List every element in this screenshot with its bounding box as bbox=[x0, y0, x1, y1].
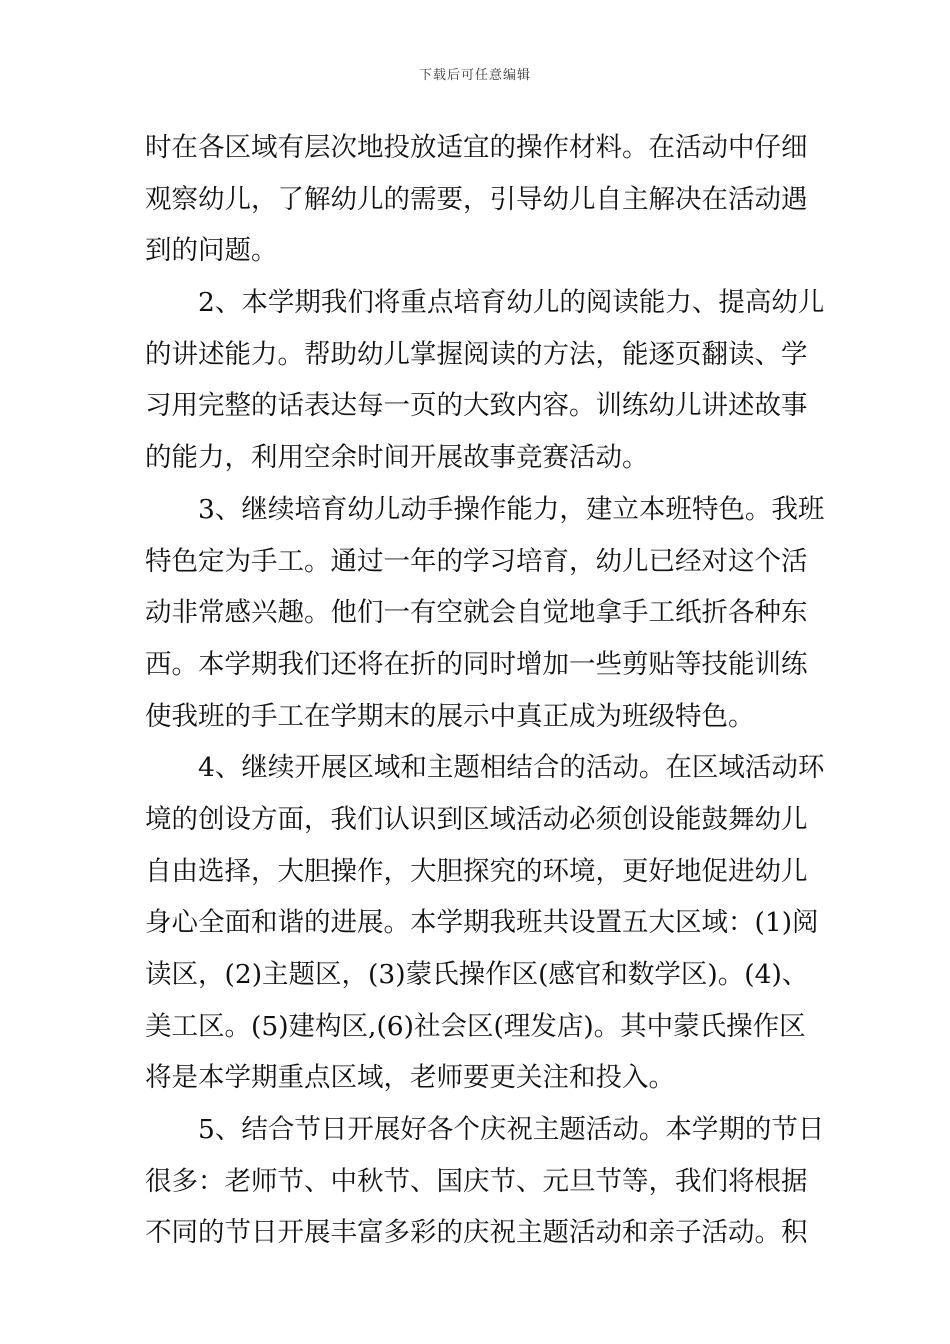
text-line: 西。本学期我们还将在折的同时增加一些剪贴等技能训练 bbox=[145, 648, 808, 680]
text-line: 特色定为手工。通过一年的学习培育，幼儿已经对这个活 bbox=[145, 545, 808, 577]
paragraph-start-line: 3、继续培育幼儿动手操作能力，建立本班特色。我班 bbox=[198, 493, 825, 525]
page-header: 下载后可任意编辑 bbox=[418, 68, 531, 83]
paragraph-start-line: 4、继续开展区域和主题相结合的活动。在区域活动环 bbox=[198, 752, 825, 784]
text-line: 自由选择，大胆操作，大胆探究的环境，更好地促进幼儿 bbox=[145, 855, 808, 887]
paragraph-start-line: 2、本学期我们将重点培育幼儿的阅读能力、提高幼儿 bbox=[198, 287, 825, 319]
text-line: 时在各区域有层次地投放适宜的操作材料。在活动中仔细 bbox=[145, 132, 808, 163]
text-line: 动非常感兴趣。他们一有空就会自觉地拿手工纸折各种东 bbox=[145, 597, 808, 629]
text-line: 习用完整的话表达每一页的大致内容。训练幼儿讲述故事 bbox=[145, 390, 808, 422]
text-line: 不同的节日开展丰富多彩的庆祝主题活动和亲子活动。积 bbox=[145, 1217, 808, 1249]
text-line: 很多：老师节、中秋节、国庆节、元旦节等，我们将根据 bbox=[145, 1165, 808, 1197]
document-body bbox=[145, 122, 825, 1259]
text-line: 美工区。(5)建构区,(6)社会区(理发店)。其中蒙氏操作区 bbox=[145, 1010, 806, 1042]
text-line: 的能力，利用空余时间开展故事竞赛活动。 bbox=[145, 442, 649, 474]
text-line: 到的问题。 bbox=[145, 235, 278, 267]
text-line: 身心全面和谐的进展。本学期我班共设置五大区域：(1)阅 bbox=[145, 907, 819, 939]
text-line: 读区，(2)主题区，(3)蒙氏操作区(感官和数学区)。(4)、 bbox=[145, 959, 809, 990]
text-line: 的讲述能力。帮助幼儿掌握阅读的方法，能逐页翻读、学 bbox=[145, 338, 808, 370]
text-line: 观察幼儿，了解幼儿的需要，引导幼儿自主解决在活动遇 bbox=[145, 183, 808, 215]
paragraph-start-line: 5、结合节日开展好各个庆祝主题活动。本学期的节日 bbox=[198, 1114, 825, 1146]
text-line: 使我班的手工在学期末的展示中真正成为班级特色。 bbox=[145, 700, 755, 732]
text-line: 境的创设方面，我们认识到区域活动必须创设能鼓舞幼儿 bbox=[145, 803, 808, 835]
text-line: 将是本学期重点区域，老师要更关注和投入。 bbox=[145, 1062, 675, 1094]
